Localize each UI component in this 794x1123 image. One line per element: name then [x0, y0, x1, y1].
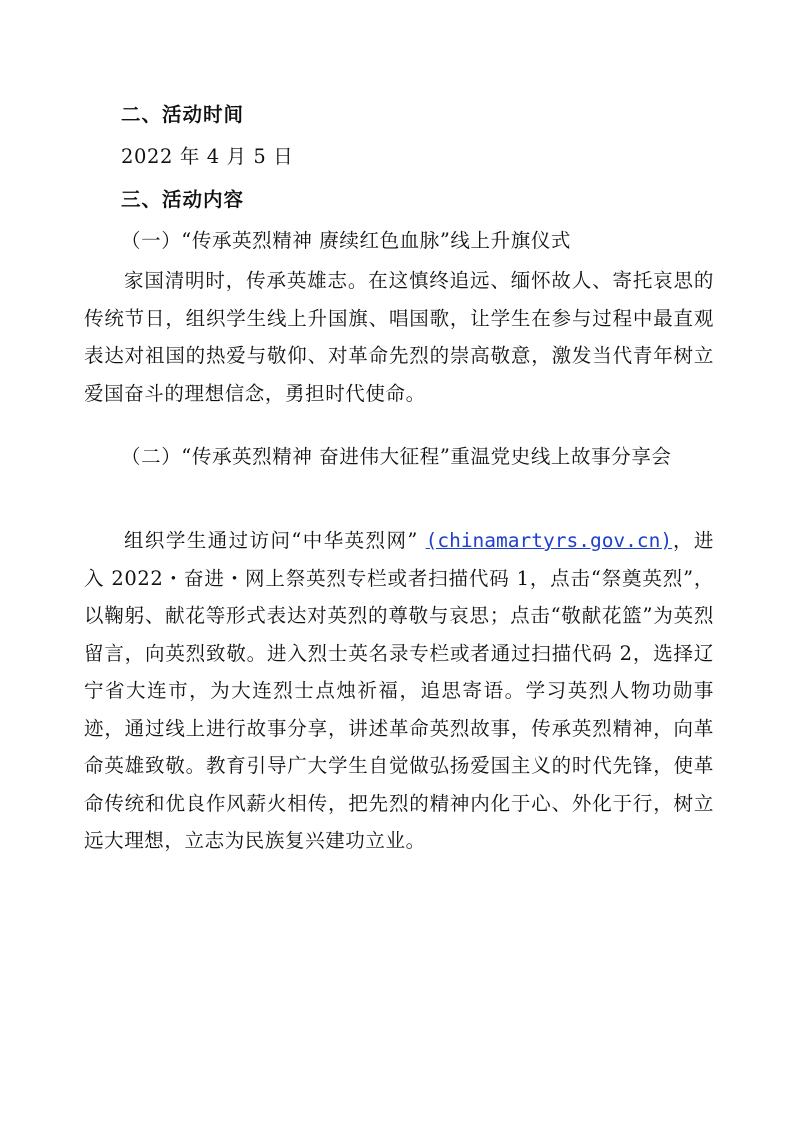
item-2-title: （二）“传承英烈精神 奋进伟大征程”重温党史线上故事分享会 [121, 445, 672, 468]
item-2-body-rest: ，进入 2022・奋进・网上祭英烈专栏或者扫描代码 1，点击“祭奠英烈”，以鞠躬、献花等形式表达对英烈的尊敬与哀思；点击“敬献花篮”为英烈留言，向英烈致敬。进入烈士英名录专栏或者通过扫描代码 2，选择辽宁省大连市，为大连烈士点烛祈福，追思寄语。学习英烈人物功勋事迹，通过线上进行故事分享，讲述革命英烈故事，传承英烈精神，向革命英雄致敬。教育引导广大学生自觉做弘扬爱国主义的时代先锋，使革命传统和优良作风薪火相传，把先烈的精神内化于心、外化于行，树立远大理想，立志为民族复兴建功立业。 [84, 529, 714, 852]
item-2-body-intro: 组织学生通过访问“中华英烈网” [124, 529, 426, 552]
activity-date: 2022 年 4 月 5 日 [121, 145, 294, 168]
chinamartyrs-link[interactable]: (chinamartyrs.gov.cn) [425, 529, 673, 552]
item-1-title: （一）“传承英烈精神 赓续红色血脉”线上升旗仪式 [121, 229, 572, 252]
item-2-body [84, 522, 714, 860]
item-1-body: 家国清明时，传承英雄志。在这慎终追远、缅怀故人、寄托哀思的传统节日，组织学生线上升国旗、唱国歌，让学生在参与过程中最直观表达对祖国的热爱与敬仰、对革命先烈的崇高敬意，激发当代青年树立爱国奋斗的理想信念，勇担时代使命。 [84, 269, 714, 405]
section-heading-activity-content: 三、活动内容 [121, 188, 245, 211]
section-heading-activity-time: 二、活动时间 [121, 103, 245, 126]
